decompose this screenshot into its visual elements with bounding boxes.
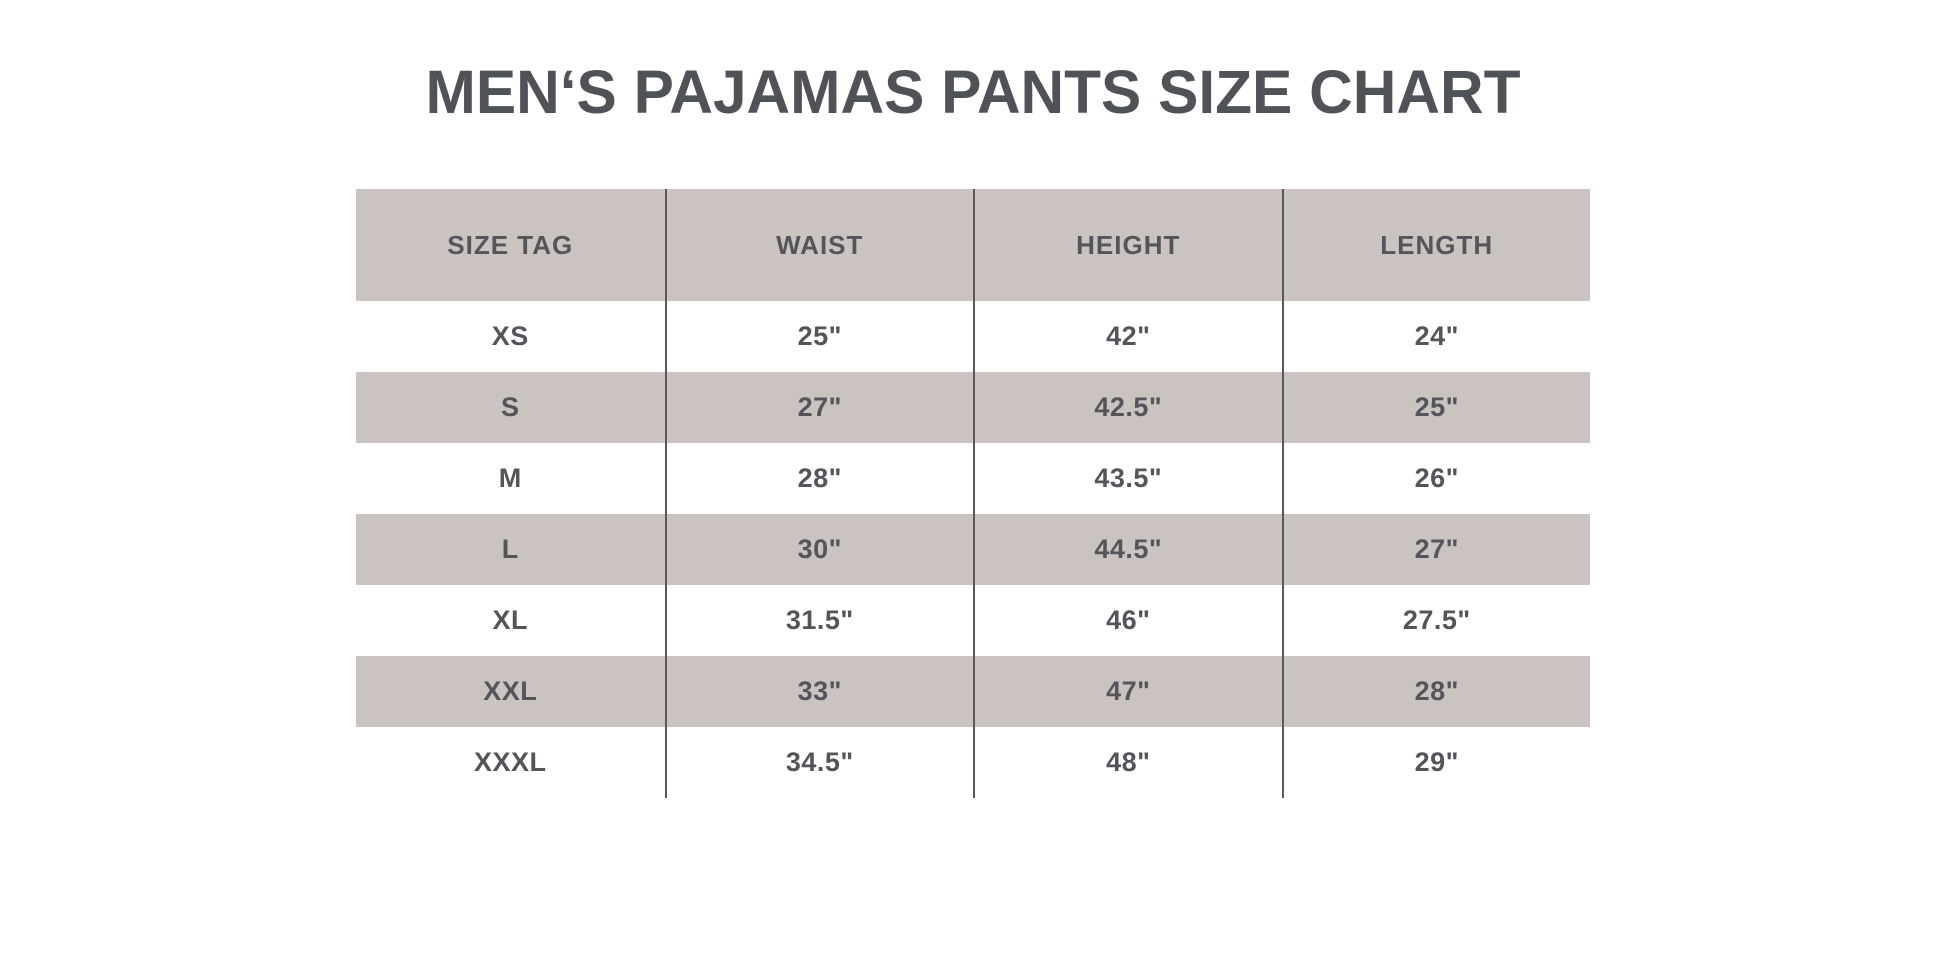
length-value: 29": [1282, 727, 1591, 798]
table-row-xs: [356, 301, 1590, 372]
size-chart-page: [356, 0, 1590, 798]
table-row-xxl: [356, 656, 1590, 727]
table-row-m: [356, 443, 1590, 514]
size-tag-value: XXXL: [473, 747, 547, 777]
height-value: 47": [973, 656, 1282, 727]
waist-value: 33": [665, 656, 974, 727]
waist-value: 28": [665, 443, 974, 514]
size-tag-value: S: [500, 392, 520, 422]
size-tag-value: L: [501, 534, 519, 564]
height-value: 43.5": [973, 443, 1282, 514]
length-value: 25": [1282, 372, 1591, 443]
waist-value: 34.5": [665, 727, 974, 798]
length-value: 26": [1282, 443, 1591, 514]
waist-value: 27": [665, 372, 974, 443]
table-row-xl: [356, 585, 1590, 656]
column-header-height: HEIGHT: [973, 189, 1282, 301]
waist-value: 30": [665, 514, 974, 585]
waist-value: 31.5": [665, 585, 974, 656]
table-row-l: [356, 514, 1590, 585]
height-value: 42.5": [973, 372, 1282, 443]
size-tag-value: XXL: [483, 676, 538, 706]
table-row-s: [356, 372, 1590, 443]
column-header-waist: WAIST: [665, 189, 974, 301]
size-tag-value: XS: [491, 321, 529, 351]
length-value: 27": [1282, 514, 1591, 585]
size-tag-value: M: [498, 463, 522, 493]
table-row-xxxl: [356, 727, 1590, 798]
height-value: 42": [973, 301, 1282, 372]
waist-value: 25": [665, 301, 974, 372]
height-value: 48": [973, 727, 1282, 798]
table-header-row: [356, 189, 1590, 301]
page-title: MEN‘S PAJAMAS PANTS SIZE CHART: [425, 58, 1521, 126]
height-value: 46": [973, 585, 1282, 656]
length-value: 24": [1282, 301, 1591, 372]
size-tag-value: XL: [492, 605, 528, 635]
size-chart-table: [356, 189, 1590, 798]
column-header-length: LENGTH: [1282, 189, 1591, 301]
length-value: 28": [1282, 656, 1591, 727]
column-header-size-tag: SIZE TAG: [447, 229, 574, 260]
table-body: [356, 301, 1590, 798]
height-value: 44.5": [973, 514, 1282, 585]
length-value: 27.5": [1282, 585, 1591, 656]
